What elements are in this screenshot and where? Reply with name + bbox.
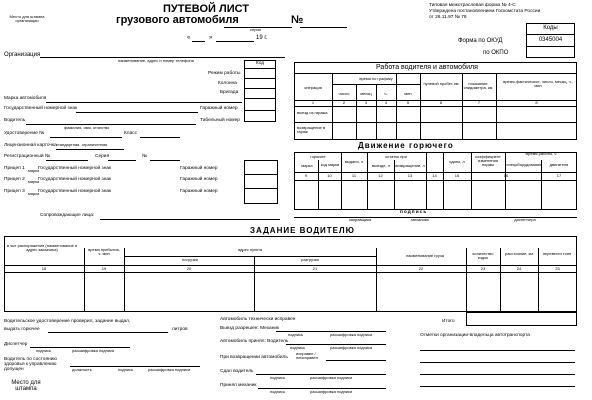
reg-number-line [46, 160, 88, 161]
footer-accepted-mech: Принял механик [220, 383, 257, 388]
work-row-in: возвращение в гараж [297, 125, 326, 134]
task-total-box [466, 312, 577, 326]
task-v4 [376, 248, 377, 312]
task-title: ЗАДАНИЕ ВОДИТЕЛЮ [250, 226, 355, 235]
task-addr-line [124, 256, 376, 257]
codes-divider-1 [526, 34, 575, 35]
license-card-line [56, 149, 124, 150]
number-line [300, 27, 347, 28]
footer-dispatcher-decode: расшифровка подписи [72, 348, 115, 353]
codes-divider-2 [526, 46, 575, 47]
footer-issue-fuel: выдать горючее [4, 327, 40, 332]
date-month-line [216, 41, 254, 42]
task-v6 [500, 248, 501, 312]
trailer-2-label: Прицеп 2 [4, 177, 25, 182]
date-day-line [192, 41, 205, 42]
code-div-2 [244, 78, 276, 79]
num-line-left [150, 160, 180, 161]
okud-label: Форма по ОКУД [458, 38, 503, 44]
fuel-col-rest-in: возвращении, л [395, 163, 425, 168]
footer-handed-sign: подпись [270, 375, 286, 380]
brigade-label: Бригада [220, 90, 239, 95]
footer-health-sign: подпись [118, 367, 134, 372]
number-sign: № [291, 14, 304, 26]
trailer-2-brand: марка [28, 179, 40, 184]
fuel-col-fuel: горючее [310, 154, 326, 159]
footer-handed: Сдал водитель [220, 369, 254, 374]
fuel-num-10: 10 [327, 173, 332, 178]
work-sched-line [332, 84, 420, 85]
task-num-19: 19 [101, 266, 107, 271]
fuel-sign-dispatcher: диспетчера [514, 217, 536, 222]
work-col-fact: время фактическое, число, месяц, ч., мин [503, 79, 573, 88]
trailer-1-label: Прицеп 1 [4, 166, 25, 171]
organization-label: Организация [4, 52, 41, 58]
work-col-odo: показание спидометра, км [463, 81, 493, 90]
work-num-2: 2 [342, 100, 346, 105]
task-num-20: 20 [186, 266, 192, 271]
fuel-col-handed: сдано, л [449, 159, 465, 164]
footer-return-line [326, 360, 386, 361]
fuel-sign-title: подпись [400, 210, 428, 215]
stamp-place-label: Место для штампа организации [9, 14, 45, 23]
footer-exit-allowed: Выезд разрешен: Механик [220, 326, 280, 331]
work-col-zero: нулевой пробег, км [423, 81, 459, 86]
footer-health-decode: расшифровка подписи [148, 367, 191, 372]
state-number-line [76, 112, 198, 113]
footer-dispatcher-sign: подпись [36, 348, 52, 353]
footer-exit-decode: расшифровка подписи [330, 332, 373, 337]
footer-marks-line-3 [420, 374, 575, 375]
footer-health: Водитель по состоянию здоровья к управлению допущен [4, 357, 57, 372]
work-mode-label: Режим работы [208, 71, 241, 76]
task-num-21: 21 [312, 266, 318, 271]
code-label: Код [255, 61, 265, 66]
class-label: Класс [124, 131, 138, 136]
tab-number-label: Табельный номер [200, 118, 240, 123]
date-open-quote: « [187, 35, 191, 41]
reg-number-label: Регистрационный № [4, 154, 51, 159]
form-title: ПУТЕВОЙ ЛИСТ [163, 3, 250, 15]
fuel-num-14: 14 [432, 173, 437, 178]
footer-marks: Отметки организации-владельца автотранспорта [420, 333, 530, 338]
footer-liters: литров [172, 327, 188, 332]
footer-dispatcher-label: Диспетчер [4, 342, 28, 347]
footer-car-accepted: Автомобиль принял: Водитель [220, 339, 289, 344]
work-row-out: выезд из гаража [297, 110, 328, 115]
trailer-3-label: Прицеп 3 [4, 189, 25, 194]
trailer-1-garage: Гаражный номер [180, 166, 218, 171]
fuel-num-15: 15 [454, 173, 460, 178]
work-col-min: мин [404, 91, 412, 96]
work-col-op: операция [304, 85, 322, 90]
series-label-left: Серия [95, 154, 110, 159]
companions-label: Сопровождающие лица: [40, 213, 95, 218]
fuel-col-issued: выдано, л [344, 159, 364, 164]
work-col-sched: время по графику [359, 76, 393, 81]
garage-number-label: Гаражный номер [200, 106, 238, 111]
code-div-4 [244, 98, 276, 99]
class-line [140, 137, 180, 138]
work-col-day: число [338, 91, 350, 96]
fuel-num-16: 16 [503, 173, 509, 178]
work-num-7: 7 [477, 100, 481, 105]
work-num-3: 3 [364, 100, 368, 105]
form-note-3: от 28.11.97 № 78 [429, 15, 467, 20]
footer-check-label: Водительское удостоверение проверил, задание выдал, [4, 319, 131, 324]
codes-label: Коды [543, 25, 558, 31]
task-col-loading: погрузки [182, 257, 198, 262]
form-note-2: Утверждена постановлением Госкомстата России [429, 9, 541, 14]
task-num-22: 22 [418, 266, 424, 271]
trailer-1-brand: марка [28, 168, 40, 173]
footer-marks-line-1 [420, 350, 575, 351]
footer-position: должность [72, 367, 92, 372]
driver-hint: фамилия, имя, отчество [64, 125, 110, 130]
task-num-24: 24 [516, 266, 522, 271]
footer-on-return: При возвращении автомобиль [220, 355, 288, 360]
footer-marks-line-2 [420, 362, 575, 363]
code-div-1 [244, 68, 276, 69]
footer-accepted-sign: подпись [290, 345, 306, 350]
work-col-h: ч. [384, 91, 388, 96]
trailer-3-brand: марка [28, 191, 40, 196]
companions-line [100, 219, 280, 220]
fuel-num-12: 12 [378, 173, 383, 178]
driver-line [26, 124, 196, 125]
okpo-label: по ОКПО [483, 50, 509, 56]
work-num-5: 5 [406, 100, 410, 105]
license-line [50, 137, 122, 138]
footer-fuel-line [48, 332, 168, 333]
work-col-month: месяц [360, 91, 372, 96]
driver-label: Водитель [4, 118, 26, 123]
license-card-hint: стандартная, ограниченная [56, 142, 108, 147]
work-num-1: 1 [311, 100, 315, 105]
footer-marks-line-4 [420, 386, 575, 387]
column-label: Колонна [218, 81, 237, 86]
fuel-num-13: 13 [407, 173, 413, 178]
work-num-4: 4 [384, 100, 388, 105]
fuel-num-9: 9 [304, 173, 308, 178]
task-col-cargo: наименование груза [406, 253, 444, 258]
task-col-customer: в чье распоряжение (наименование и адрес заказчика) [6, 243, 78, 252]
work-data-area [332, 106, 577, 140]
task-col-unloading: разгрузки [301, 257, 319, 262]
work-num-8: 8 [535, 100, 538, 105]
task-col-distance: расстояние, км [504, 251, 534, 256]
fuel-data-area [318, 180, 577, 210]
footer-mech-sign: подпись [270, 389, 286, 394]
work-table-title: Работа водителя и автомобиля [376, 64, 478, 71]
footer-stamp: Место для штампа [11, 380, 41, 392]
date-year-label: 19 г. [256, 35, 268, 41]
license-label: Удостоверение № [4, 131, 45, 136]
task-v1 [84, 248, 85, 312]
fuel-col-engine: двигателя [549, 162, 569, 167]
code-div-5 [244, 110, 276, 111]
fuel-col-code: код марки [320, 162, 340, 167]
organization-hint: наименование, адрес и номер телефона [118, 58, 194, 63]
car-brand-label: Марка автомобиля [4, 96, 47, 101]
task-num-top [4, 265, 577, 266]
series-line-left [108, 160, 136, 161]
footer-accepted-decode: расшифровка подписи [330, 345, 373, 350]
form-subtitle: грузового автомобиля [116, 14, 239, 26]
task-num-bot [4, 272, 577, 273]
task-col-arrival: время прибытия, ч. мин [88, 247, 120, 256]
num-label-left: № [142, 154, 148, 159]
fuel-num-17: 17 [556, 173, 562, 178]
okud-value: 0345004 [538, 37, 563, 43]
series-label: серия [250, 27, 261, 32]
fuel-col-equip: спецоборудования [506, 162, 542, 167]
fuel-num-11: 11 [351, 173, 357, 178]
trailer-2-garage: Гаражный номер [180, 177, 218, 182]
garage-number-box [244, 160, 278, 204]
task-total-label: Итого [442, 319, 455, 324]
task-col-address: адрес пункта [237, 247, 263, 252]
garage-box-div-2 [244, 188, 278, 189]
car-brand-line [46, 102, 242, 103]
work-num-6: 6 [439, 100, 443, 105]
footer-state: исправен / неисправен [296, 351, 318, 360]
task-col-tons: перевезти тонн [542, 251, 572, 256]
task-v7 [538, 248, 539, 312]
work-hdr-line [294, 73, 577, 74]
task-num-25: 25 [555, 266, 560, 271]
trailer-3-garage: Гаражный номер [180, 189, 218, 194]
fuel-sign-refueler: заправщика [348, 217, 372, 222]
fuel-col-coef: коэффициент изменения нормы [475, 154, 501, 167]
form-note-1: Типовая межотраслевая форма № 4-С [429, 3, 516, 8]
trailer-3-state: Государственный номерной знак [38, 189, 112, 194]
footer-car-ok: Автомобиль технически исправен [220, 317, 296, 322]
task-num-23: 23 [480, 266, 486, 271]
fuel-table-title: Движение горючего [358, 141, 454, 150]
state-number-label: Государственный номерной знак [4, 106, 78, 111]
task-num-18: 18 [41, 266, 47, 271]
garage-box-div-1 [244, 174, 278, 175]
task-col-trips: количество ездок [472, 251, 494, 260]
fuel-col-rest-out: выезде, л [372, 163, 390, 168]
code-div-3 [244, 88, 276, 89]
footer-mech-decode: расшифровка подписи [310, 389, 353, 394]
footer-exit-sign: подпись [288, 332, 304, 337]
date-close-quote: » [209, 35, 213, 41]
fuel-sign-mechanic: механика [411, 217, 429, 222]
footer-handed-decode: расшифровка подписи [310, 375, 353, 380]
code-column-box [244, 60, 276, 122]
task-v5 [466, 248, 467, 312]
task-v2 [124, 248, 125, 312]
fuel-col-rest: остаток при [385, 154, 407, 159]
fuel-col-brand: марка [301, 163, 313, 168]
license-card-label: Лицензионная карточка [4, 143, 57, 148]
trailer-1-state: Государственный номерной знак [38, 166, 112, 171]
trailer-2-state: Государственный номерной знак [38, 177, 112, 182]
fuel-col-time: Время работы, ч [525, 151, 557, 156]
